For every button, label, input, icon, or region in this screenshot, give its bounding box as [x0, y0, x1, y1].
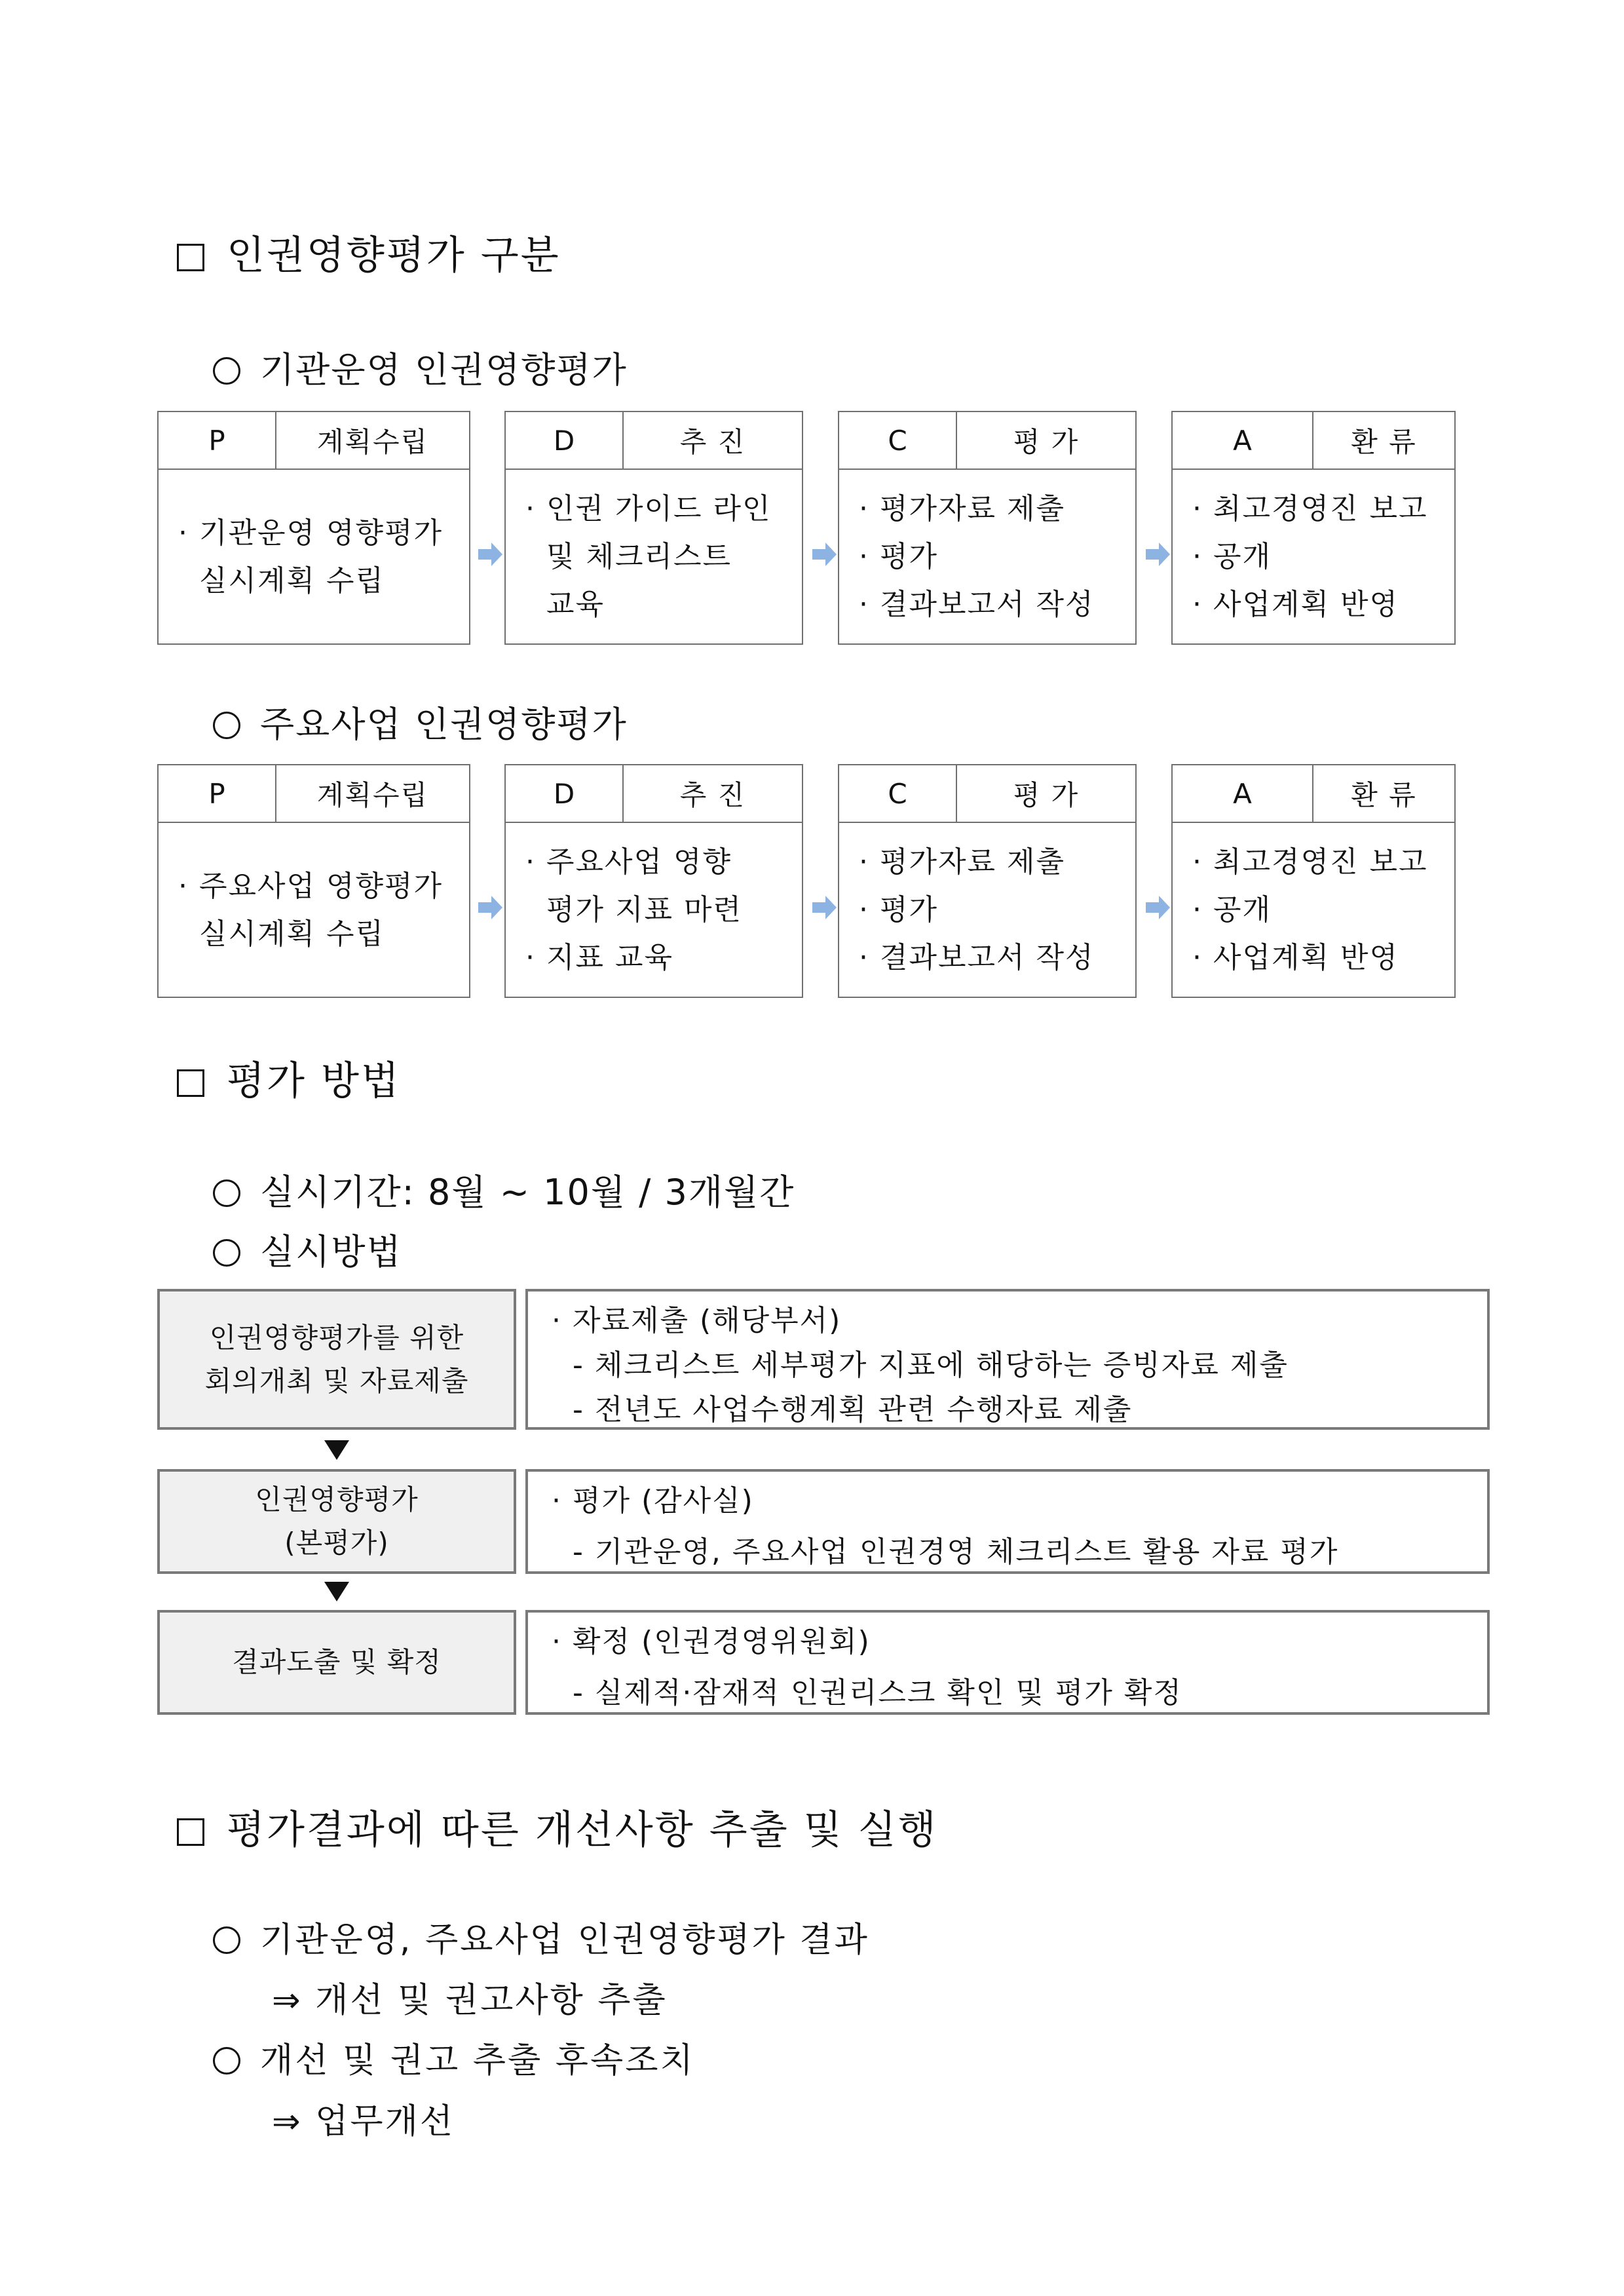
pdca-step-body: [159, 823, 469, 997]
method-title-line: [213, 1224, 402, 1274]
pdca-step-name: 계획수립: [316, 426, 429, 458]
pdca-step-line: · 평가자료 제출: [859, 492, 1065, 526]
improvement-sub-1: ⇒ 개선 및 권고사항 추출: [272, 1981, 668, 2020]
pdca-step-line: · 기관운영 영향평가: [178, 516, 443, 550]
pdca-step-header: [506, 412, 802, 470]
pdca-step-body: [839, 470, 1135, 643]
section-title-method: [177, 1050, 401, 1106]
pdca-step-header: [839, 765, 1135, 823]
pdca-step-name: 평 가: [1013, 779, 1080, 811]
pdca-step-line: · 인권 가이드 라인: [525, 492, 772, 526]
pdca-step-letter: A: [1173, 412, 1313, 469]
circle-bullet-icon: [213, 1926, 240, 1954]
pdca-step-body: [506, 823, 802, 997]
pdca-step-header: [159, 765, 469, 823]
pdca-step-line: · 공개: [1192, 540, 1272, 573]
pdca-step-line: 평가 지표 마련: [525, 893, 742, 927]
improvement-item-2: [213, 2033, 695, 2082]
subsection-title-text: 기관운영 인권영향평가: [260, 349, 628, 391]
improvement-item-1: [213, 1912, 869, 1961]
pdca-step-header: [1173, 765, 1454, 823]
pdca-step-header: [839, 412, 1135, 470]
pdca-step-line: · 사업계획 반영: [1192, 588, 1399, 621]
method-title-text: 실시방법: [260, 1231, 402, 1272]
pdca-step-a: [1171, 411, 1456, 645]
pdca-step-p: [157, 764, 470, 998]
pdca-step-line: 및 체크리스트: [525, 540, 732, 573]
pdca-step-line: · 최고경영진 보고: [1192, 492, 1428, 526]
subsection-title-major-projects: [213, 697, 628, 747]
pdca-step-line: · 평가: [859, 540, 938, 573]
pdca-step-name: 계획수립: [316, 779, 429, 811]
pdca-step-name: 평 가: [1013, 426, 1080, 458]
section-title-text: 인권영향평가 구분: [227, 233, 561, 278]
pdca-step-line: · 평가자료 제출: [859, 845, 1065, 879]
pdca-step-body: [1173, 823, 1454, 997]
pdca-step-line: · 결과보고서 작성: [859, 941, 1095, 974]
flow-step-3: [157, 1610, 516, 1715]
pdca-step-line: 실시계획 수립: [178, 917, 385, 951]
pdca-step-letter: C: [839, 765, 957, 822]
pdca-step-line: · 주요사업 영향: [525, 845, 732, 879]
pdca-step-letter: A: [1173, 765, 1313, 822]
pdca-step-a: [1171, 764, 1456, 998]
flow-detail-1: [525, 1289, 1490, 1430]
pdca-step-d: [504, 411, 803, 645]
pdca-step-letter: C: [839, 412, 957, 469]
pdca-step-body: [159, 470, 469, 643]
flow-detail-line: · 확정 (인권경영위원회): [552, 1625, 871, 1658]
flow-step-label: 결과도출 및 확정: [232, 1646, 442, 1678]
period-line: [213, 1164, 795, 1215]
pdca-step-letter: P: [159, 412, 276, 469]
square-bullet-icon: [177, 1818, 204, 1846]
circle-bullet-icon: [213, 1239, 240, 1267]
section-title-text: 평가 방법: [227, 1058, 401, 1104]
pdca-step-header: [506, 765, 802, 823]
flow-detail-2: [525, 1469, 1490, 1574]
down-triangle-icon: [324, 1440, 349, 1460]
improvement-sub-2: ⇒ 업무개선: [272, 2102, 455, 2141]
pdca-step-line: · 평가: [859, 893, 938, 927]
pdca-step-body: [1173, 470, 1454, 643]
circle-bullet-icon: [213, 2047, 240, 2075]
square-bullet-icon: [177, 244, 204, 271]
improvement-item-text: 기관운영, 주요사업 인권영향평가 결과: [260, 1921, 869, 1960]
pdca-step-name: 추 진: [679, 426, 746, 458]
pdca-step-line: 실시계획 수립: [178, 564, 385, 598]
pdca-step-line: · 결과보고서 작성: [859, 588, 1095, 621]
pdca-step-line: · 주요사업 영향평가: [178, 869, 443, 903]
flow-step-label: 인권영향평가: [255, 1483, 419, 1516]
flow-detail-line: - 전년도 사업수행계획 관련 수행자료 제출: [552, 1393, 1133, 1426]
right-arrow-icon: [478, 894, 503, 921]
pdca-step-line: · 공개: [1192, 893, 1272, 927]
circle-bullet-icon: [213, 712, 240, 739]
square-bullet-icon: [177, 1069, 204, 1097]
pdca-step-letter: D: [506, 412, 624, 469]
subsection-title-institutional: [213, 342, 628, 392]
pdca-step-body: [506, 470, 802, 643]
pdca-step-line: 교육: [525, 588, 605, 621]
down-triangle-icon: [324, 1582, 349, 1601]
pdca-step-name: 추 진: [679, 779, 746, 811]
improvement-item-text: 개선 및 권고 추출 후속조치: [260, 2041, 695, 2080]
pdca-step-header: [159, 412, 469, 470]
right-arrow-icon: [1146, 894, 1171, 921]
section-title-improvement: [177, 1799, 938, 1855]
circle-bullet-icon: [213, 1179, 240, 1207]
period-text: 실시기간: 8월 ~ 10월 / 3개월간: [260, 1172, 795, 1213]
circle-bullet-icon: [213, 357, 240, 385]
section-title-classification: [177, 224, 561, 280]
flow-step-label: 인권영향평가를 위한: [209, 1321, 464, 1354]
flow-detail-line: - 실제적·잠재적 인권리스크 확인 및 평가 확정: [552, 1676, 1182, 1710]
flow-step-2: [157, 1469, 516, 1574]
pdca-step-d: [504, 764, 803, 998]
section-title-text: 평가결과에 따른 개선사항 추출 및 실행: [227, 1807, 938, 1853]
flow-detail-line: · 자료제출 (해당부서): [552, 1304, 842, 1337]
pdca-step-line: · 지표 교육: [525, 941, 673, 974]
pdca-step-body: [839, 823, 1135, 997]
subsection-title-text: 주요사업 인권영향평가: [260, 704, 628, 745]
right-arrow-icon: [812, 541, 837, 567]
flow-step-1: [157, 1289, 516, 1430]
right-arrow-icon: [812, 894, 837, 921]
right-arrow-icon: [1146, 541, 1171, 567]
pdca-step-line: · 최고경영진 보고: [1192, 845, 1428, 879]
flow-detail-line: - 기관운영, 주요사업 인권경영 체크리스트 활용 자료 평가: [552, 1535, 1339, 1569]
pdca-step-letter: D: [506, 765, 624, 822]
pdca-step-name: 환 류: [1351, 426, 1417, 458]
right-arrow-icon: [478, 541, 503, 567]
pdca-step-p: [157, 411, 470, 645]
flow-detail-line: - 체크리스트 세부평가 지표에 해당하는 증빙자료 제출: [552, 1349, 1289, 1382]
pdca-step-c: [838, 764, 1137, 998]
pdca-step-line: · 사업계획 반영: [1192, 941, 1399, 974]
pdca-step-c: [838, 411, 1137, 645]
flow-step-label: 회의개최 및 자료제출: [204, 1364, 469, 1397]
flow-detail-3: [525, 1610, 1490, 1715]
flow-detail-line: · 평가 (감사실): [552, 1484, 754, 1518]
flow-step-label: (본평가): [284, 1527, 389, 1559]
pdca-step-name: 환 류: [1351, 779, 1417, 811]
pdca-step-letter: P: [159, 765, 276, 822]
pdca-step-header: [1173, 412, 1454, 470]
